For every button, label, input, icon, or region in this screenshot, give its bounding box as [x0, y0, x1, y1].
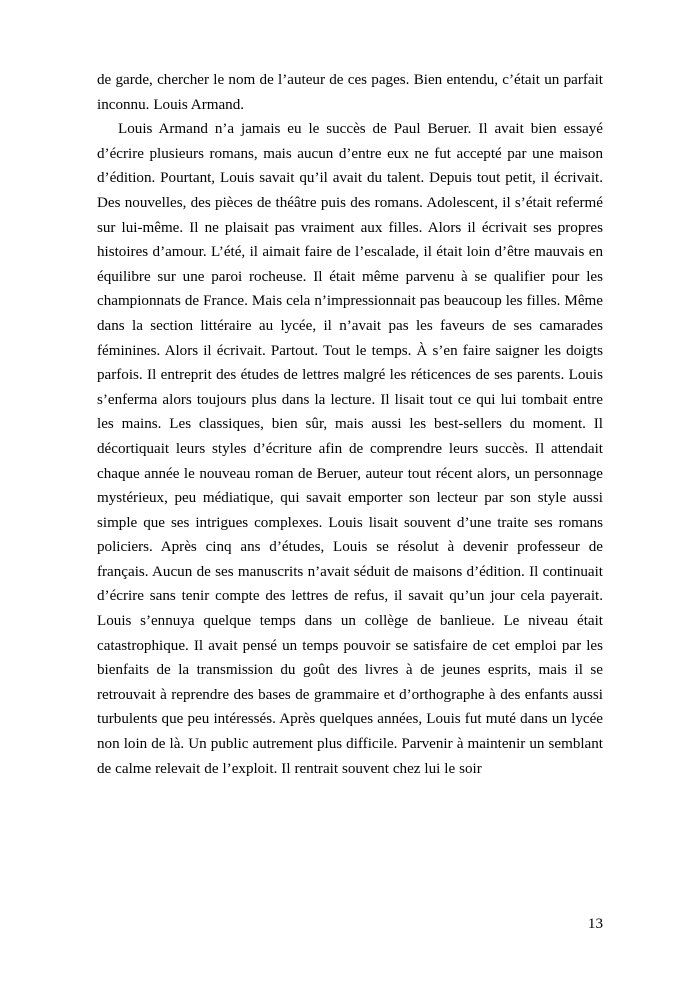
page-number: 13 — [587, 916, 603, 932]
paragraph-continuation: de garde, chercher le nom de l’auteur de ces pages. Bien entendu, c’était un parfait inconnu. Louis Armand. — [97, 72, 603, 113]
paragraph-louis-armand: Louis Armand n’a jamais eu le succès de Paul Beruer. Il avait bien essayé d’écrire plusieurs romans, mais aucun d’entre eux ne fut accepté par une maison d’édition. Pourtant, Louis savait qu’il avait du talent. Depuis tout petit, il écrivait. Des nouvelles, des pièces de théâtre puis des romans. Adolescent, il s’était refermé sur lui-même. Il ne plaisait pas vraiment aux filles. Alors il écrivait ses propres histoires d’amour. L’été, il aimait faire de l’escalade, il était loin d’être mauvais en équilibre sur une paroi rocheuse. Il était même parvenu à se qualifier pour les championnats de France. Mais cela n’impressionnait pas beaucoup les filles. Même dans la section littéraire au lycée, il n’avait pas les faveurs de ses camarades féminines. Alors il écrivait. Partout. Tout le temps. À s’en faire saigner les doigts parfois. Il entreprit des études de lettres malgré les réticences de ses parents. Louis s’enferma alors toujours plus dans la lecture. Il lisait tout ce qui lui tombait entre les mains. Les classiques, bien sûr, mais aussi les best-sellers du moment. Il décortiquait leurs styles d’écriture afin de comprendre leurs succès. Il attendait chaque année le nouveau roman de Beruer, auteur tout récent alors, un personnage mystérieux, peu médiatique, qui savait emporter son lecteur par son style aussi simple que ses intrigues complexes. Louis lisait souvent d’une traite ses romans policiers. Après cinq ans d’études, Louis se résolut à devenir professeur de français. Aucun de ses manuscrits n’avait séduit de maisons d’édition. Il continuait d’écrire sans tenir compte des lettres de refus, il savait qu’un jour cela payerait. Louis s’ennuya quelque temps dans un collège de banlieue. Le niveau était catastrophique. Il avait pensé un temps pouvoir se satisfaire de cet emploi par les bienfaits de la transmission du goût des livres à de jeunes esprits, mais il se retrouvait à reprendre des bases de grammaire et d’orthographe à des enfants aussi turbulents que peu intéressés. Après quelques années, Louis fut muté dans un lycée non loin de là. Un public autrement plus difficile. Parvenir à maintenir un semblant de calme relevait de l’exploit. Il rentrait souvent chez lui le soir — [97, 121, 603, 777]
text-column — [97, 68, 603, 781]
